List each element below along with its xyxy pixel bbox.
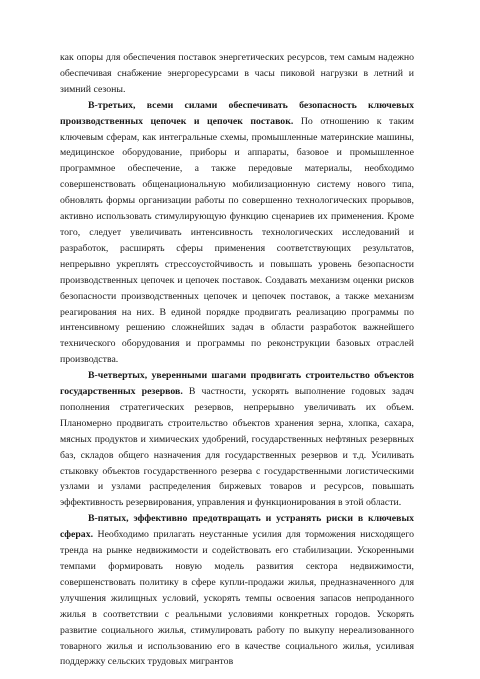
paragraph-text: Необходимо прилагать неустанные усилия для торможения нисходящего тренда на рынке недвижимости и содействовать его стабилизации. Ускоренными темпами формировать новую модель развития сектора недвижимости, совершенствовать политику в сфере купли-продажи жилья, предназначенного для улучшения жилищных условий, ускорять темпы освоения запасов непроданного жилья в соответствии с реальными условиями конкретных городов. Ускорять развитие социального жилья, стимулировать работу по выкупу нереализованного товарного жилья и использованию его в качестве социального жилья, усиливая поддержку сельских трудовых мигрантов [60, 529, 414, 668]
paragraph-fourth-point [60, 368, 414, 511]
paragraph-fifth-point [60, 511, 414, 670]
paragraph-heading: В-четвертых, уверенными шагами продвигать строительство объектов государственных резервов. [60, 370, 414, 398]
paragraph-heading: В-третьих, всеми силами обеспечивать безопасность ключевых производственных цепочек и цепочек поставок. [60, 99, 414, 127]
paragraph-heading: В-пятых, эффективно предотвращать и устранять риски в ключевых сферах. [60, 513, 414, 541]
paragraph-text: По отношению к таким ключевым сферам, как интегральные схемы, промышленные материнские машины, медицинское оборудование, приборы и аппараты, базовое и промышленное программное обеспечение, а также передовые материалы, необходимо совершенствовать общенациональную мобилизационную систему нового типа, обновлять формы организации работы по совершенно технологических прорывов, активно использовать стимулирующую функцию сценариев их применения. Кроме того, следует увеличивать интенсивность технологических исследований и разработок, расширять сферы применения соответствующих результатов, непрерывно укреплять стрессоустойчивость и повышать уровень безопасности производственных цепочек и цепочек поставок. Создавать механизм оценки рисков безопасности производственных цепочек и цепочек поставок, а также механизм реагирования на них. В единой порядке продвигать реализацию программы по интенсивному решению сложнейших задач в области разработок важнейшего технического оборудования и программы по реконструкции базовых отраслей производства. [60, 115, 414, 366]
paragraph-text: как опоры для обеспечения поставок энергетических ресурсов, тем самым надежно обеспечивая снабжение энергоресурсами в часы пиковой нагрузки в летний и зимний сезоны. [60, 52, 414, 95]
document-page [60, 50, 414, 670]
paragraph-continuation [60, 50, 414, 98]
paragraph-third-point [60, 98, 414, 368]
paragraph-text: В частности, ускорять выполнение годовых задач пополнения стратегических резервов, непрерывно увеличивать их объем. Планомерно продвигать строительство объектов хранения зерна, хлопка, сахара, мясных продуктов и химических удобрений, государственных нефтяных резервных баз, складов общего назначения для государственных резервов и т.д. Усиливать стыковку объектов государственного резерва с государственными логистическими узлами и узлами распределения биржевых товаров и ресурсов, повышать эффективность резервирования, управления и функционирования в этой области. [60, 386, 414, 509]
